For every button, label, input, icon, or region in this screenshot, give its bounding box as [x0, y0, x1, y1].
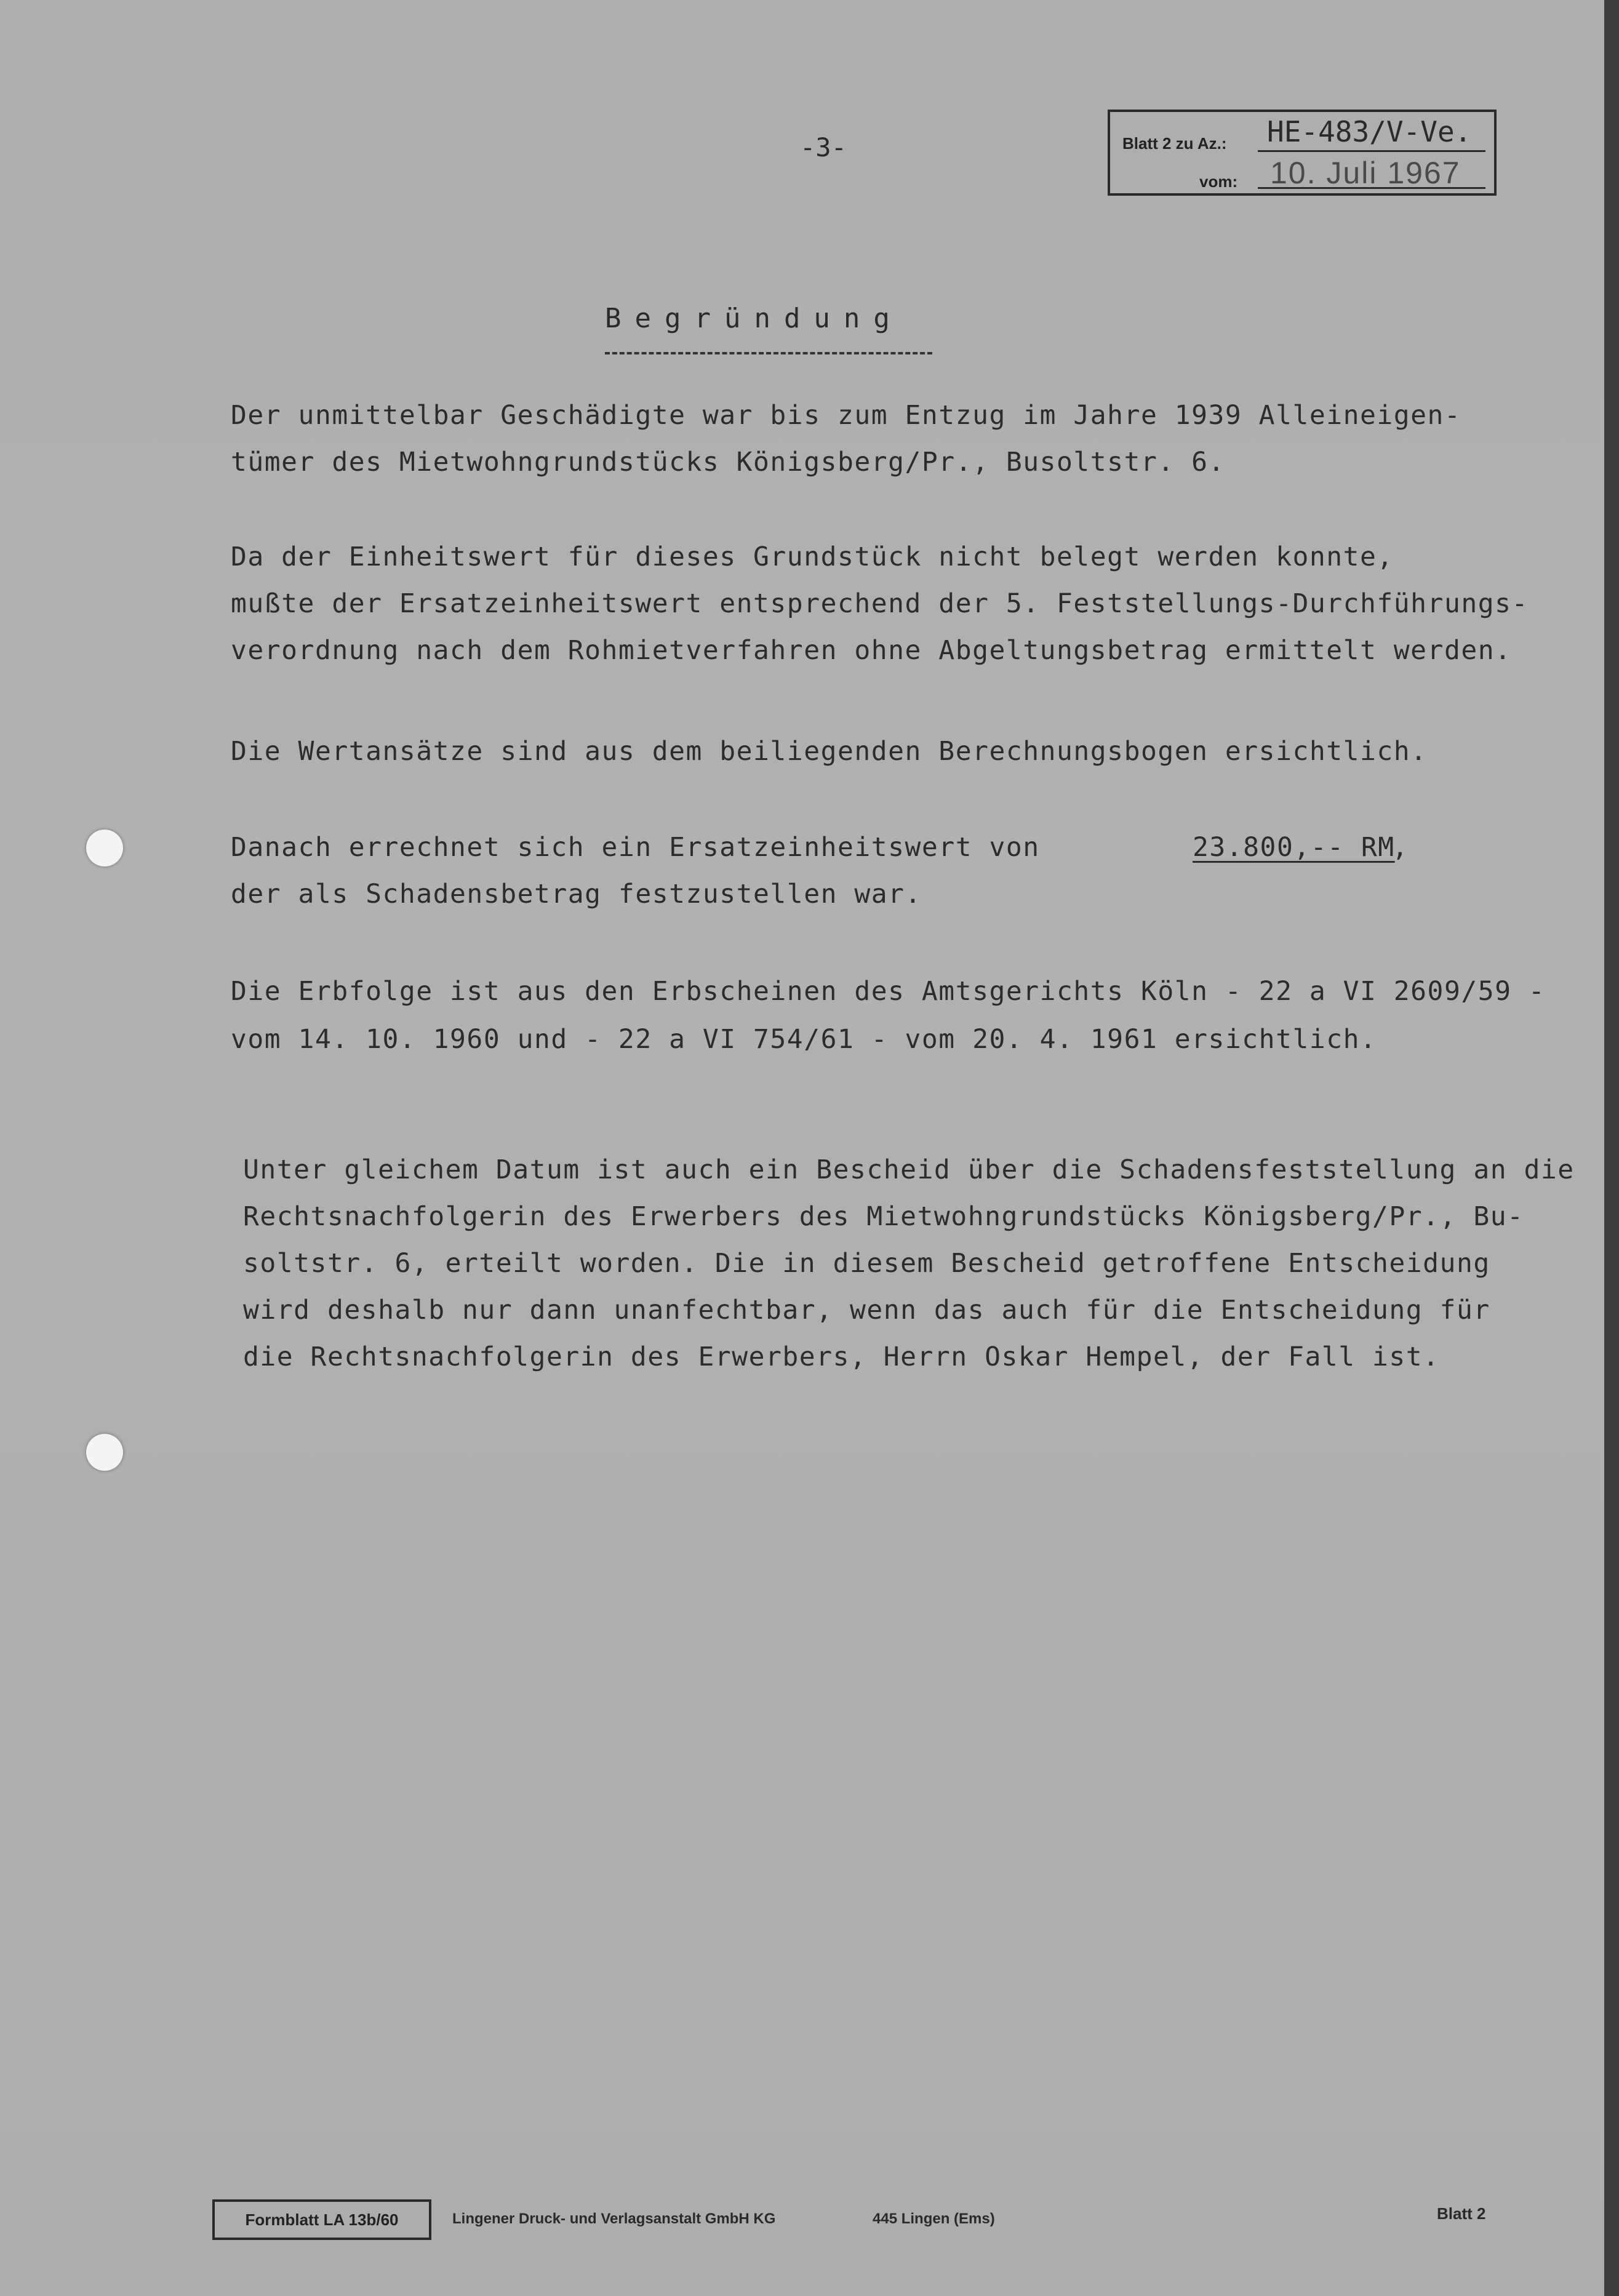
- paragraph-line: Unter gleichem Datum ist auch ein Bescheid über die Schadensfeststellung an die: [243, 1154, 1575, 1185]
- paragraph-line: mußte der Ersatzeinheitswert entsprechend der 5. Feststellungs-Durchführungs-: [231, 588, 1529, 619]
- az-line: [1258, 150, 1485, 152]
- date-stamp: 10. Juli 1967: [1270, 156, 1461, 190]
- paragraph-line: soltstr. 6, erteilt worden. Die in diesem Bescheid getroffene Entscheidung: [243, 1248, 1490, 1279]
- az-value: HE-483/V-Ve.: [1267, 115, 1472, 148]
- paragraph-line: Die Wertansätze sind aus dem beiliegenden Berechnungsbogen ersichtlich.: [231, 736, 1428, 767]
- publisher-place: 445 Lingen (Ems): [873, 2210, 995, 2227]
- paragraph-line: Der unmittelbar Geschädigte war bis zum Entzug im Jahre 1939 Alleineigen-: [231, 400, 1461, 431]
- paragraph-line: Da der Einheitswert für dieses Grundstück nicht belegt werden konnte,: [231, 542, 1394, 572]
- scan-edge: [1604, 0, 1619, 2296]
- paragraph-line: Danach errechnet sich ein Ersatzeinheitswert von: [231, 832, 1040, 863]
- date-label: vom:: [1199, 172, 1238, 191]
- paragraph-line: wird deshalb nur dann unanfechtbar, wenn das auch für die Entscheidung für: [243, 1295, 1490, 1326]
- paragraph-line: verordnung nach dem Rohmietverfahren ohne Abgeltungsbetrag ermittelt werden.: [231, 635, 1512, 666]
- reference-box: [1108, 110, 1497, 196]
- heading: Begründung: [605, 303, 903, 334]
- punch-hole: [86, 1434, 123, 1471]
- paragraph-line: die Rechtsnachfolgerin des Erwerbers, Herrn Oskar Hempel, der Fall ist.: [243, 1342, 1440, 1372]
- amount-suffix: ,: [1392, 832, 1408, 863]
- heading-underline: [605, 352, 932, 354]
- damage-amount: 23.800,-- RM: [1193, 832, 1395, 863]
- paragraph-line: tümer des Mietwohngrundstücks Königsberg/Pr., Busoltstr. 6.: [231, 447, 1225, 478]
- paragraph-line: Die Erbfolge ist aus den Erbscheinen des Amtsgerichts Köln - 22 a VI 2609/59 -: [231, 976, 1546, 1007]
- publisher: Lingener Druck- und Verlagsanstalt GmbH KG: [452, 2210, 776, 2227]
- az-label: Blatt 2 zu Az.:: [1122, 134, 1227, 153]
- sheet-number: Blatt 2: [1437, 2204, 1486, 2223]
- paragraph-line: Rechtsnachfolgerin des Erwerbers des Mietwohngrundstücks Königsberg/Pr., Bu-: [243, 1201, 1524, 1232]
- paragraph-line: vom 14. 10. 1960 und - 22 a VI 754/61 - vom 20. 4. 1961 ersichtlich.: [231, 1024, 1377, 1055]
- date-line: [1258, 187, 1485, 189]
- paragraph-line: der als Schadensbetrag festzustellen war.: [231, 879, 922, 910]
- page-number: -3-: [800, 132, 847, 162]
- punch-hole: [86, 830, 123, 866]
- form-number: Formblatt LA 13b/60: [212, 2199, 431, 2240]
